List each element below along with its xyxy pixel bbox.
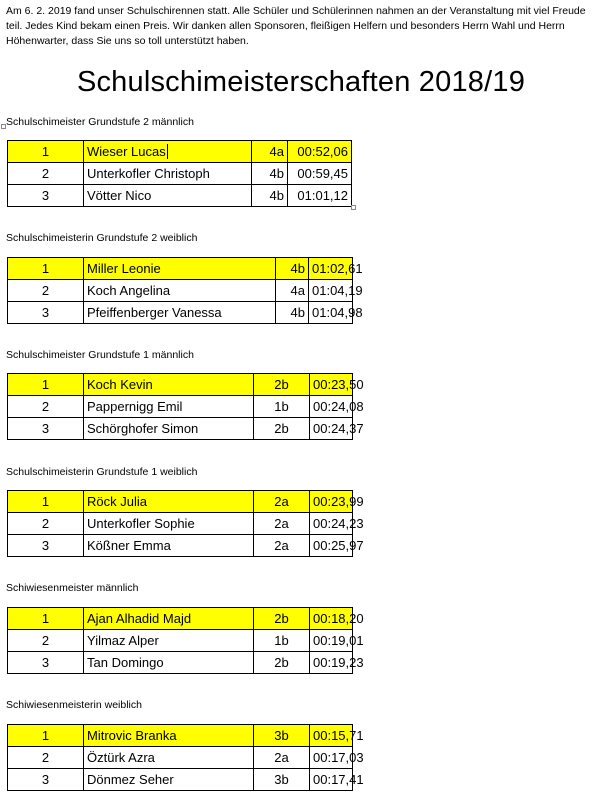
results-table xyxy=(7,257,363,324)
name-cell[interactable] xyxy=(84,141,252,163)
rank-cell: 3 xyxy=(8,652,84,674)
name-cell: Unterkofler Christoph xyxy=(84,163,252,185)
name-cell: Mitrovic Branka xyxy=(84,725,254,747)
name-text: Wieser Lucas xyxy=(87,144,166,159)
time-cell: 00:23,50 xyxy=(310,374,353,396)
rank-cell: 1 xyxy=(8,725,84,747)
category-heading: Schiwiesenmeisterin weiblich xyxy=(6,699,142,711)
table-row[interactable] xyxy=(8,163,352,185)
table-row[interactable] xyxy=(8,185,352,207)
table-row[interactable] xyxy=(8,418,353,440)
document-title: Schulschimeisterschaften 2018/19 xyxy=(76,66,526,98)
name-cell: Miller Leonie xyxy=(84,258,276,280)
time-cell: 00:15,71 xyxy=(310,725,353,747)
class-cell: 4a xyxy=(252,141,288,163)
time-cell: 00:19,23 xyxy=(310,652,353,674)
name-cell: Ajan Alhadid Majd xyxy=(84,608,254,630)
results-table xyxy=(7,490,364,557)
name-cell: Pappernigg Emil xyxy=(84,396,254,418)
rank-cell: 3 xyxy=(8,185,84,207)
category-heading: Schulschimeister Grundstufe 1 männlich xyxy=(6,349,194,361)
rank-cell: 1 xyxy=(8,374,84,396)
class-cell: 2a xyxy=(254,513,310,535)
time-cell: 01:01,12 xyxy=(288,185,352,207)
rank-cell: 2 xyxy=(8,747,84,769)
time-cell: 01:04,98 xyxy=(309,302,353,324)
table-row[interactable] xyxy=(8,396,353,418)
time-cell: 01:04,19 xyxy=(309,280,353,302)
time-cell: 00:24,37 xyxy=(310,418,353,440)
rank-cell: 2 xyxy=(8,396,84,418)
time-cell: 00:17,03 xyxy=(310,747,353,769)
name-cell: Koch Angelina xyxy=(84,280,276,302)
table-row[interactable] xyxy=(8,652,353,674)
time-cell: 00:24,08 xyxy=(310,396,353,418)
table-move-handle[interactable] xyxy=(1,124,6,129)
time-cell: 00:17,41 xyxy=(310,769,353,791)
table-row[interactable] xyxy=(8,258,353,280)
results-table xyxy=(7,373,364,440)
rank-cell: 3 xyxy=(8,535,84,557)
name-cell: Kößner Emma xyxy=(84,535,254,557)
class-cell: 2a xyxy=(254,535,310,557)
time-cell: 00:59,45 xyxy=(288,163,352,185)
class-cell: 2b xyxy=(254,608,310,630)
time-cell: 00:25,97 xyxy=(310,535,353,557)
rank-cell: 1 xyxy=(8,608,84,630)
intro-paragraph: Am 6. 2. 2019 fand unser Schulschirennen statt. Alle Schüler und Schülerinnen nahmen an der Veranstaltung mit viel Freude teil. Jedes Kind bekam einen Preis. Wir danken allen Sponsoren, fleißigen Helfern und besonders Herrn Wahl und Herrn Höhenwarter, dass Sie uns so toll unterstützt haben. xyxy=(6,5,586,47)
name-cell: Dönmez Seher xyxy=(84,769,254,791)
text-cursor xyxy=(167,144,168,159)
table-row[interactable] xyxy=(8,608,353,630)
table-row[interactable] xyxy=(8,141,352,163)
table-row[interactable] xyxy=(8,535,353,557)
results-table xyxy=(7,724,364,791)
table-row[interactable] xyxy=(8,491,353,513)
time-cell: 01:02,61 xyxy=(309,258,353,280)
category-heading: Schulschimeisterin Grundstufe 1 weiblich xyxy=(6,466,198,478)
name-cell: Yilmaz Alper xyxy=(84,630,254,652)
class-cell: 3b xyxy=(254,769,310,791)
category-heading: Schulschimeisterin Grundstufe 2 weiblich xyxy=(6,232,198,244)
rank-cell: 1 xyxy=(8,141,84,163)
table-row[interactable] xyxy=(8,630,353,652)
class-cell: 1b xyxy=(254,630,310,652)
rank-cell: 1 xyxy=(8,258,84,280)
class-cell: 1b xyxy=(254,396,310,418)
table-row[interactable] xyxy=(8,280,353,302)
class-cell: 2b xyxy=(254,418,310,440)
class-cell: 4b xyxy=(252,185,288,207)
table-row[interactable] xyxy=(8,725,353,747)
table-row[interactable] xyxy=(8,747,353,769)
time-cell: 00:19,01 xyxy=(310,630,353,652)
name-cell: Öztürk Azra xyxy=(84,747,254,769)
rank-cell: 3 xyxy=(8,418,84,440)
time-cell: 00:18,20 xyxy=(310,608,353,630)
results-table xyxy=(7,140,352,207)
class-cell: 4b xyxy=(252,163,288,185)
class-cell: 2b xyxy=(254,652,310,674)
name-cell: Schörghofer Simon xyxy=(84,418,254,440)
rank-cell: 3 xyxy=(8,302,84,324)
class-cell: 3b xyxy=(254,725,310,747)
rank-cell: 2 xyxy=(8,630,84,652)
name-cell: Röck Julia xyxy=(84,491,254,513)
table-row[interactable] xyxy=(8,374,353,396)
time-cell: 00:23,99 xyxy=(310,491,353,513)
table-row[interactable] xyxy=(8,513,353,535)
rank-cell: 2 xyxy=(8,280,84,302)
class-cell: 4a xyxy=(276,280,309,302)
class-cell: 2a xyxy=(254,747,310,769)
category-heading: Schiwiesenmeister männlich xyxy=(6,582,139,594)
rank-cell: 1 xyxy=(8,491,84,513)
class-cell: 2b xyxy=(254,374,310,396)
rank-cell: 2 xyxy=(8,163,84,185)
results-table xyxy=(7,607,364,674)
table-row[interactable] xyxy=(8,302,353,324)
time-cell: 00:24,23 xyxy=(310,513,353,535)
class-cell: 4b xyxy=(276,302,309,324)
class-cell: 4b xyxy=(276,258,309,280)
name-cell: Koch Kevin xyxy=(84,374,254,396)
time-cell: 00:52,06 xyxy=(288,141,352,163)
table-row[interactable] xyxy=(8,769,353,791)
name-cell: Unterkofler Sophie xyxy=(84,513,254,535)
name-cell: Tan Domingo xyxy=(84,652,254,674)
category-heading: Schulschimeister Grundstufe 2 männlich xyxy=(6,116,194,128)
rank-cell: 2 xyxy=(8,513,84,535)
class-cell: 2a xyxy=(254,491,310,513)
rank-cell: 3 xyxy=(8,769,84,791)
table-resize-handle[interactable] xyxy=(351,205,356,210)
name-cell: Pfeiffenberger Vanessa xyxy=(84,302,276,324)
name-cell: Vötter Nico xyxy=(84,185,252,207)
